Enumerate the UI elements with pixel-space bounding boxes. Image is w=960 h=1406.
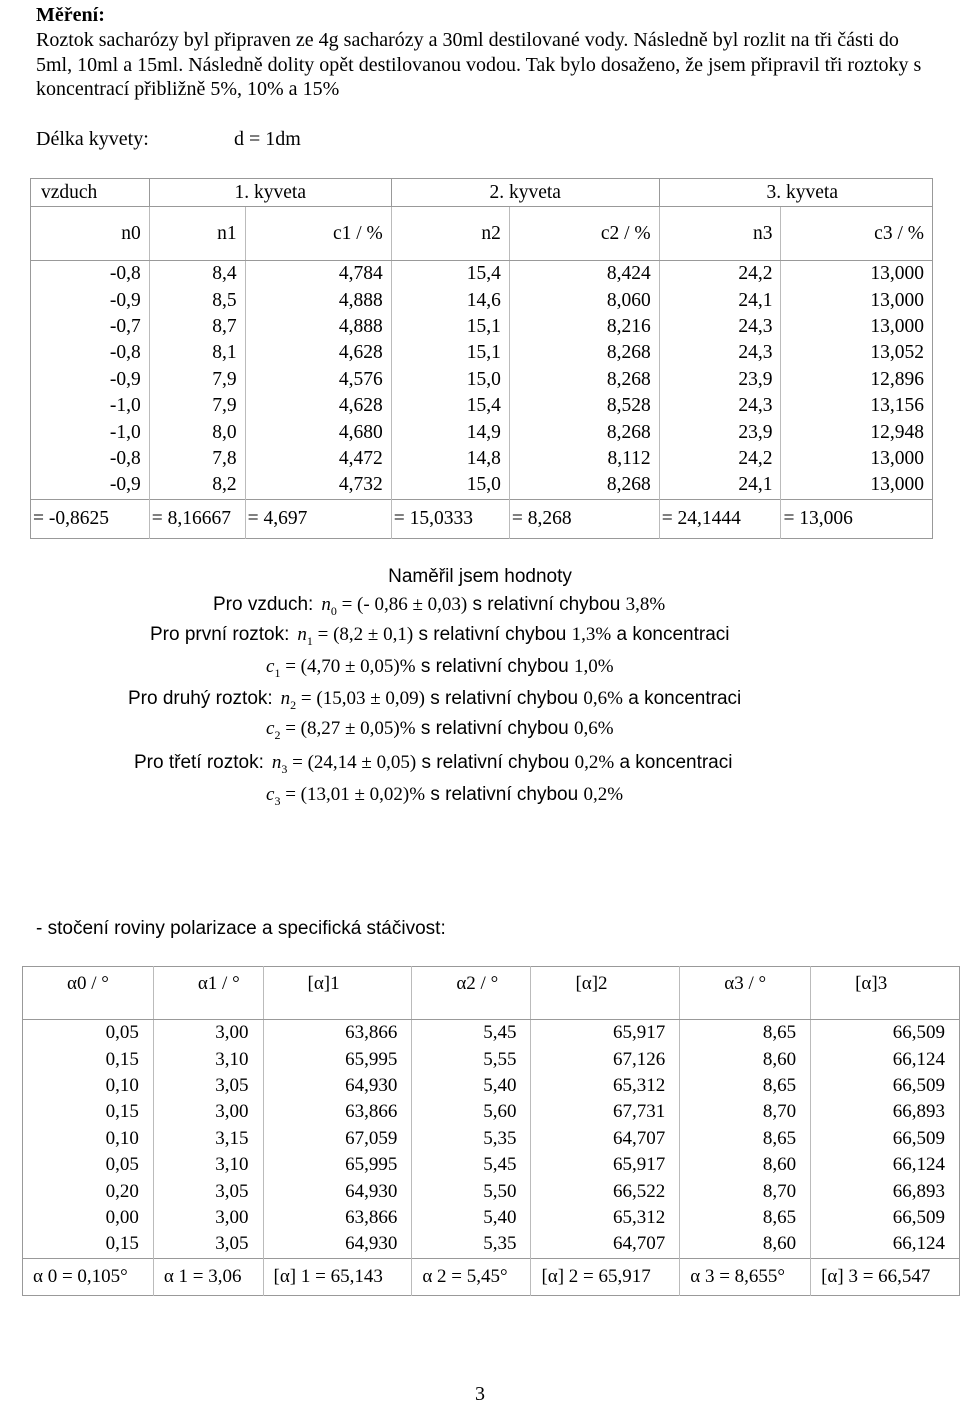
result-sub: 1 [306,633,313,648]
table-cell: 64,930 [263,1231,412,1258]
result-line [258,656,614,681]
mean-cell: = 15,0333 [391,499,509,538]
table-cell: -0,9 [109,474,141,496]
result-line [258,784,623,809]
table-cell: 15,1 [391,314,509,340]
table-cell: 4,472 [245,446,391,472]
table-cell: 66,522 [531,1178,680,1204]
header-cell [153,967,263,1020]
result-sym: c [266,656,275,677]
table-cell: 4,888 [245,287,391,313]
table-cell: 8,424 [509,261,659,288]
mean-cell: α 1 = 3,06 [153,1258,263,1295]
table-cell: 65,312 [531,1073,680,1099]
table-cell: 65,995 [263,1152,412,1178]
table-cell: 0,15 [105,1101,139,1123]
result-suffix: a koncentraci [611,624,730,645]
column-symbol: α1 / ° [197,973,240,994]
result-sub: 0 [330,603,337,618]
table-cell: 24,3 [659,314,781,340]
table-cell: 8,5 [149,287,245,313]
table-cell: 66,124 [811,1231,960,1258]
table-cell: 15,1 [391,340,509,366]
result-suffix: a koncentraci [614,752,733,773]
table-cell: 8,70 [680,1099,811,1125]
table-cell: 8,65 [680,1020,811,1047]
table-cell: 8,268 [509,472,659,499]
group-header: 1. kyveta [149,179,391,207]
rotation-table [22,966,960,1296]
table-cell: 65,917 [531,1152,680,1178]
table-cell: 8,70 [680,1178,811,1204]
mean-cell: = 4,697 [245,499,391,538]
table-cell: 15,4 [391,393,509,419]
table-cell: 8,4 [149,261,245,288]
mean-cell: = 8,268 [509,499,659,538]
table-cell: 8,528 [509,393,659,419]
table-cell: 5,40 [412,1073,531,1099]
table-cell: 64,707 [531,1231,680,1258]
result-line [134,752,732,777]
table-cell: 4,680 [245,419,391,445]
table-cell: 63,866 [263,1099,412,1125]
refraction-table [30,178,933,539]
result-sym: n [271,752,282,773]
table-row [23,1020,960,1047]
table-cell: 7,9 [149,367,245,393]
table-cell: 23,9 [659,419,781,445]
table-cell: 8,268 [509,367,659,393]
result-err: 1,3% [571,624,612,645]
table-cell: 3,15 [153,1126,263,1152]
header-cell [811,967,960,1020]
table-cell: 8,65 [680,1205,811,1231]
table-cell: 66,893 [811,1178,960,1204]
table-cell: 8,0 [149,419,245,445]
table-cell: 67,059 [263,1126,412,1152]
table-cell: 12,948 [781,419,933,445]
mean-cell: [α] 3 = 66,547 [811,1258,960,1295]
result-err: 1,0% [573,656,614,677]
table-row [31,287,933,313]
result-prefix: Pro vzduch: [213,594,314,615]
table-cell: 8,268 [509,340,659,366]
table-cell: 3,00 [153,1020,263,1047]
table-cell: 8,216 [509,314,659,340]
table-cell: 24,3 [659,393,781,419]
result-sym: c [266,784,275,805]
table-cell: 0,05 [105,1022,139,1044]
result-mid: s relativní chybou [425,784,584,805]
result-expr: = (- 0,86 ± 0,03) [336,594,468,615]
table-cell: 4,888 [245,314,391,340]
table-cell: 4,732 [245,472,391,499]
table-cell: 66,509 [811,1020,960,1047]
table-cell: 13,000 [781,472,933,499]
table-cell: 5,35 [412,1126,531,1152]
table-cell: 4,576 [245,367,391,393]
table-cell: 15,0 [391,367,509,393]
table-cell: 8,60 [680,1231,811,1258]
table-row [31,446,933,472]
header-cell [531,967,680,1020]
page-number: 3 [475,1383,485,1405]
result-line [258,718,614,743]
result-sym: c [266,718,275,739]
result-err: 0,6% [573,718,614,739]
result-prefix: Pro první roztok: [150,624,290,645]
table-cell: -1,0 [109,421,141,443]
table-row [31,340,933,366]
mean-cell: α 3 = 8,655° [680,1258,811,1295]
table-cell: 8,060 [509,287,659,313]
result-mid: s relativní chybou [467,594,626,615]
mean-cell: = 13,006 [781,499,933,538]
group-header: vzduch [31,179,150,207]
table-row [31,472,933,499]
table-cell: 63,866 [263,1020,412,1047]
column-symbol: c1 / % [245,207,391,261]
result-prefix: Pro třetí roztok: [134,752,264,773]
column-symbol: n1 [149,207,245,261]
result-suffix: a koncentraci [622,688,742,709]
table-cell: 23,9 [659,367,781,393]
table-cell: 4,784 [245,261,391,288]
table-cell: 15,0 [391,472,509,499]
table-cell: 0,10 [105,1127,139,1149]
result-expr: = (8,2 ± 0,1) [312,624,414,645]
table-cell: 8,268 [509,419,659,445]
table-cell: 5,35 [412,1231,531,1258]
table-cell: 14,8 [391,446,509,472]
column-symbol: n2 [391,207,509,261]
table-cell: 13,000 [781,314,933,340]
result-expr: = (4,70 ± 0,05)% [280,656,416,677]
table-cell: 5,40 [412,1205,531,1231]
section2-heading: - stočení roviny polarizace a specifická stáčivost: [36,918,446,939]
table-row [31,314,933,340]
table-cell: 5,55 [412,1046,531,1072]
table-cell: 13,000 [781,446,933,472]
table-cell: 0,00 [105,1206,139,1228]
result-sub: 1 [274,665,281,680]
result-expr: = (8,27 ± 0,05)% [280,718,416,739]
intro-paragraph: Roztok sacharózy byl připraven ze 4g sacharózy a 30ml destilované vody. Následně byl rozlit na tři části do 5ml, 10ml a 15ml. Následně dolity opět destilovanou vodou. Tak bylo dosaženo, že jsem připravil tři roztoky s koncentrací přibližně 5%, 10% a 15% [36,29,922,100]
table-cell: 0,20 [105,1180,139,1202]
mean-cell: α 2 = 5,45° [412,1258,531,1295]
table-cell: 7,9 [149,393,245,419]
table-cell: 14,9 [391,419,509,445]
table-cell: 66,124 [811,1046,960,1072]
table-row [23,1178,960,1204]
table-cell: -0,8 [109,342,141,364]
table-row [23,1126,960,1152]
table-cell: 13,000 [781,261,933,288]
column-symbol: n3 [659,207,781,261]
table-row [31,261,933,288]
table-row [23,1205,960,1231]
result-err: 0,6% [583,688,623,709]
result-sym: n [297,624,307,645]
table-cell: 8,60 [680,1152,811,1178]
cuvette-value: d = 1dm [234,128,301,150]
result-line [213,594,665,619]
result-sym: n [280,688,291,709]
table-cell: 0,15 [105,1048,139,1070]
result-err: 0,2% [574,752,615,773]
group-header: 3. kyveta [659,179,932,207]
table-cell: 24,1 [659,287,781,313]
table-cell: 3,00 [153,1099,263,1125]
table-cell: 24,2 [659,261,781,288]
result-expr: = (15,03 ± 0,09) [296,688,425,709]
table-cell: 67,126 [531,1046,680,1072]
table-cell: 3,00 [153,1205,263,1231]
cuvette-length [36,128,301,151]
table-cell: 5,60 [412,1099,531,1125]
table-cell: 66,893 [811,1099,960,1125]
group-header: 2. kyveta [391,179,659,207]
column-symbol: [α]3 [855,973,888,994]
table-cell: -0,9 [109,368,141,390]
table-cell: 3,10 [153,1046,263,1072]
table-cell: 8,112 [509,446,659,472]
header-cell [412,967,531,1020]
table-cell: 0,05 [105,1154,139,1176]
result-sub: 2 [274,727,281,742]
table-cell: 12,896 [781,367,933,393]
result-mid: s relativní chybou [415,718,574,739]
table-cell: 8,2 [149,472,245,499]
table-cell: -0,8 [109,447,141,469]
header-cell [23,967,154,1020]
table-cell: 3,05 [153,1178,263,1204]
table-cell: 8,1 [149,340,245,366]
mean-cell: = 24,1444 [659,499,781,538]
table-cell: 24,3 [659,340,781,366]
table-cell: 13,156 [781,393,933,419]
result-sub: 2 [290,697,297,712]
result-prefix: Pro druhý roztok: [128,688,273,709]
table-cell: 8,65 [680,1073,811,1099]
mean-cell: = 8,16667 [149,499,245,538]
table-cell: -0,9 [109,289,141,311]
table-row [31,367,933,393]
table-cell: 7,8 [149,446,245,472]
mean-cell: = -0,8625 [31,499,150,538]
result-sub: 3 [281,761,288,776]
table-cell: 65,917 [531,1020,680,1047]
header-cell [263,967,412,1020]
table-cell: 0,10 [105,1074,139,1096]
table-cell: 8,7 [149,314,245,340]
table-cell: 66,509 [811,1073,960,1099]
table-row [23,1152,960,1178]
table-cell: 5,45 [412,1152,531,1178]
result-expr: = (24,14 ± 0,05) [287,752,417,773]
mean-cell: α 0 = 0,105° [23,1258,154,1295]
table-cell: 64,707 [531,1126,680,1152]
mean-cell: [α] 2 = 65,917 [531,1258,680,1295]
result-mid: s relativní chybou [416,752,575,773]
mean-cell: [α] 1 = 65,143 [263,1258,412,1295]
table-row [23,1231,960,1258]
table-cell: -0,7 [109,315,141,337]
result-err: 0,2% [583,784,624,805]
column-symbol: c3 / % [781,207,933,261]
column-symbol: c2 / % [509,207,659,261]
table-row [23,1073,960,1099]
column-symbol: α3 / ° [724,973,767,994]
result-mid: s relativní chybou [424,688,584,709]
column-symbol: n0 [31,207,150,261]
table-cell: 8,60 [680,1046,811,1072]
table-cell: 15,4 [391,261,509,288]
table-cell: 66,124 [811,1152,960,1178]
cuvette-label: Délka kyvety: [36,128,149,150]
result-sym: n [321,594,331,615]
table-cell: 13,052 [781,340,933,366]
table-cell: 63,866 [263,1205,412,1231]
table-cell: 8,65 [680,1126,811,1152]
table-cell: 3,05 [153,1231,263,1258]
table-cell: 13,000 [781,287,933,313]
result-mid: s relativní chybou [415,656,574,677]
table-cell: 4,628 [245,340,391,366]
column-symbol: α2 / ° [456,973,499,994]
result-err: 3,8% [625,594,666,615]
column-symbol: α0 / ° [67,973,109,994]
result-line [128,688,741,713]
table-cell: -0,8 [109,263,141,285]
table-cell: 14,6 [391,287,509,313]
table-cell: 66,509 [811,1126,960,1152]
result-expr: = (13,01 ± 0,02)% [280,784,426,805]
table-cell: 5,50 [412,1178,531,1204]
table-row [31,419,933,445]
result-mid: s relativní chybou [413,624,572,645]
table-cell: 3,10 [153,1152,263,1178]
table-row [31,393,933,419]
table-cell: 66,509 [811,1205,960,1231]
result-line [150,624,730,649]
results-intro: Naměřil jsem hodnoty [388,566,572,587]
table-cell: 24,2 [659,446,781,472]
table-cell: 65,312 [531,1205,680,1231]
table-cell: 0,15 [105,1233,139,1255]
table-cell: 64,930 [263,1073,412,1099]
table-cell: 67,731 [531,1099,680,1125]
table-cell: 5,45 [412,1020,531,1047]
header-cell [680,967,811,1020]
column-symbol: [α]1 [307,973,340,994]
table-row [23,1046,960,1072]
table-cell: -1,0 [109,395,141,417]
column-symbol: [α]2 [575,973,608,994]
table-row [23,1099,960,1125]
table-cell: 3,05 [153,1073,263,1099]
table-cell: 4,628 [245,393,391,419]
section-heading: Měření: [36,4,105,26]
table-cell: 64,930 [263,1178,412,1204]
table-cell: 65,995 [263,1046,412,1072]
result-sub: 3 [274,793,281,808]
table-cell: 24,1 [659,472,781,499]
